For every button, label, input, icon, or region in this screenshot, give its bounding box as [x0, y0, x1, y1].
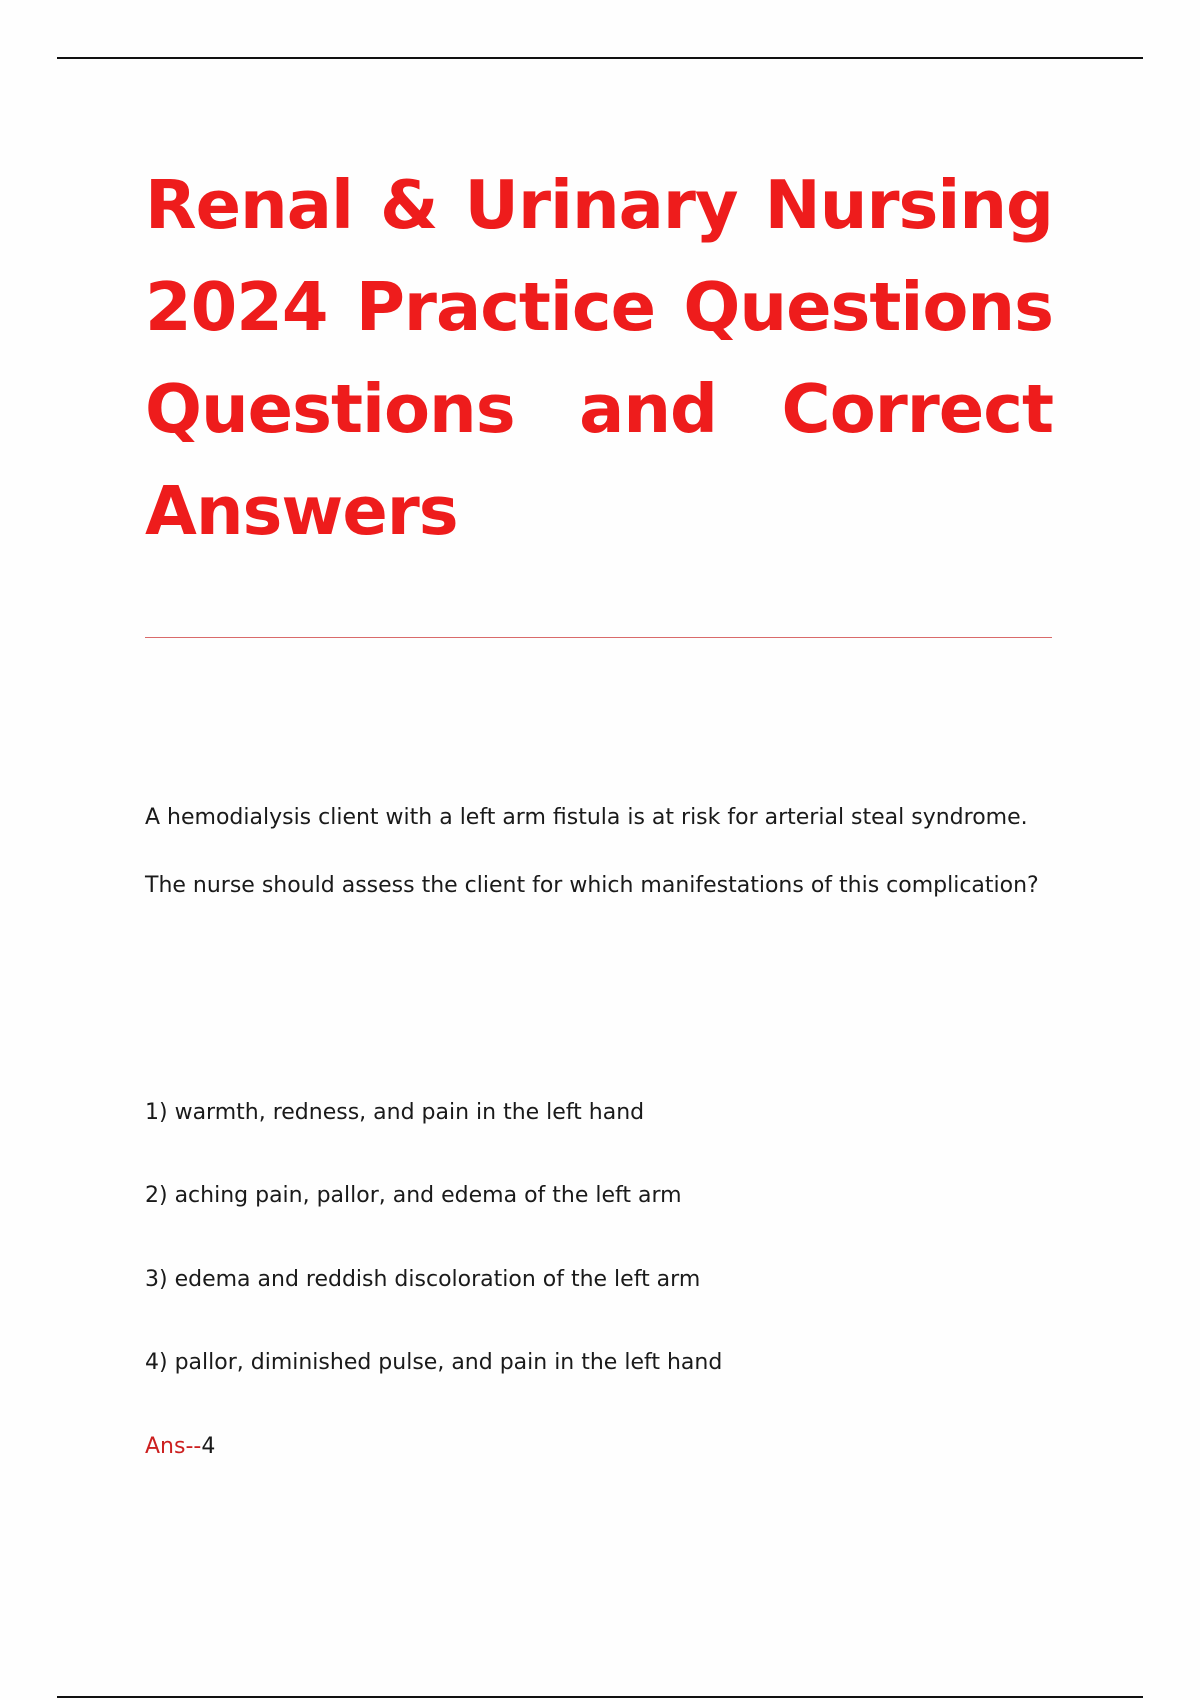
- bottom-rule: [57, 1696, 1143, 1698]
- answer-option-3: 3) edema and reddish discoloration of the left arm: [145, 1267, 701, 1292]
- document-title: Renal & Urinary Nursing 2024 Practice Questions Questions and Correct Answers: [145, 166, 1053, 550]
- answer-value: 4: [201, 1434, 216, 1459]
- answer-option-4: 4) pallor, diminished pulse, and pain in the left hand: [145, 1350, 723, 1375]
- answer-option-2: 2) aching pain, pallor, and edema of the left arm: [145, 1183, 682, 1208]
- question-text: A hemodialysis client with a left arm fistula is at risk for arterial steal syndrome. The nurse should assess the client for which manifestations of this complication?: [145, 805, 1039, 898]
- answer-label: Ans--: [145, 1434, 202, 1459]
- answer-option-1: 1) warmth, redness, and pain in the left hand: [145, 1100, 645, 1125]
- top-rule: [57, 57, 1143, 59]
- title-divider: [145, 637, 1052, 638]
- answer-line: [145, 1432, 215, 1462]
